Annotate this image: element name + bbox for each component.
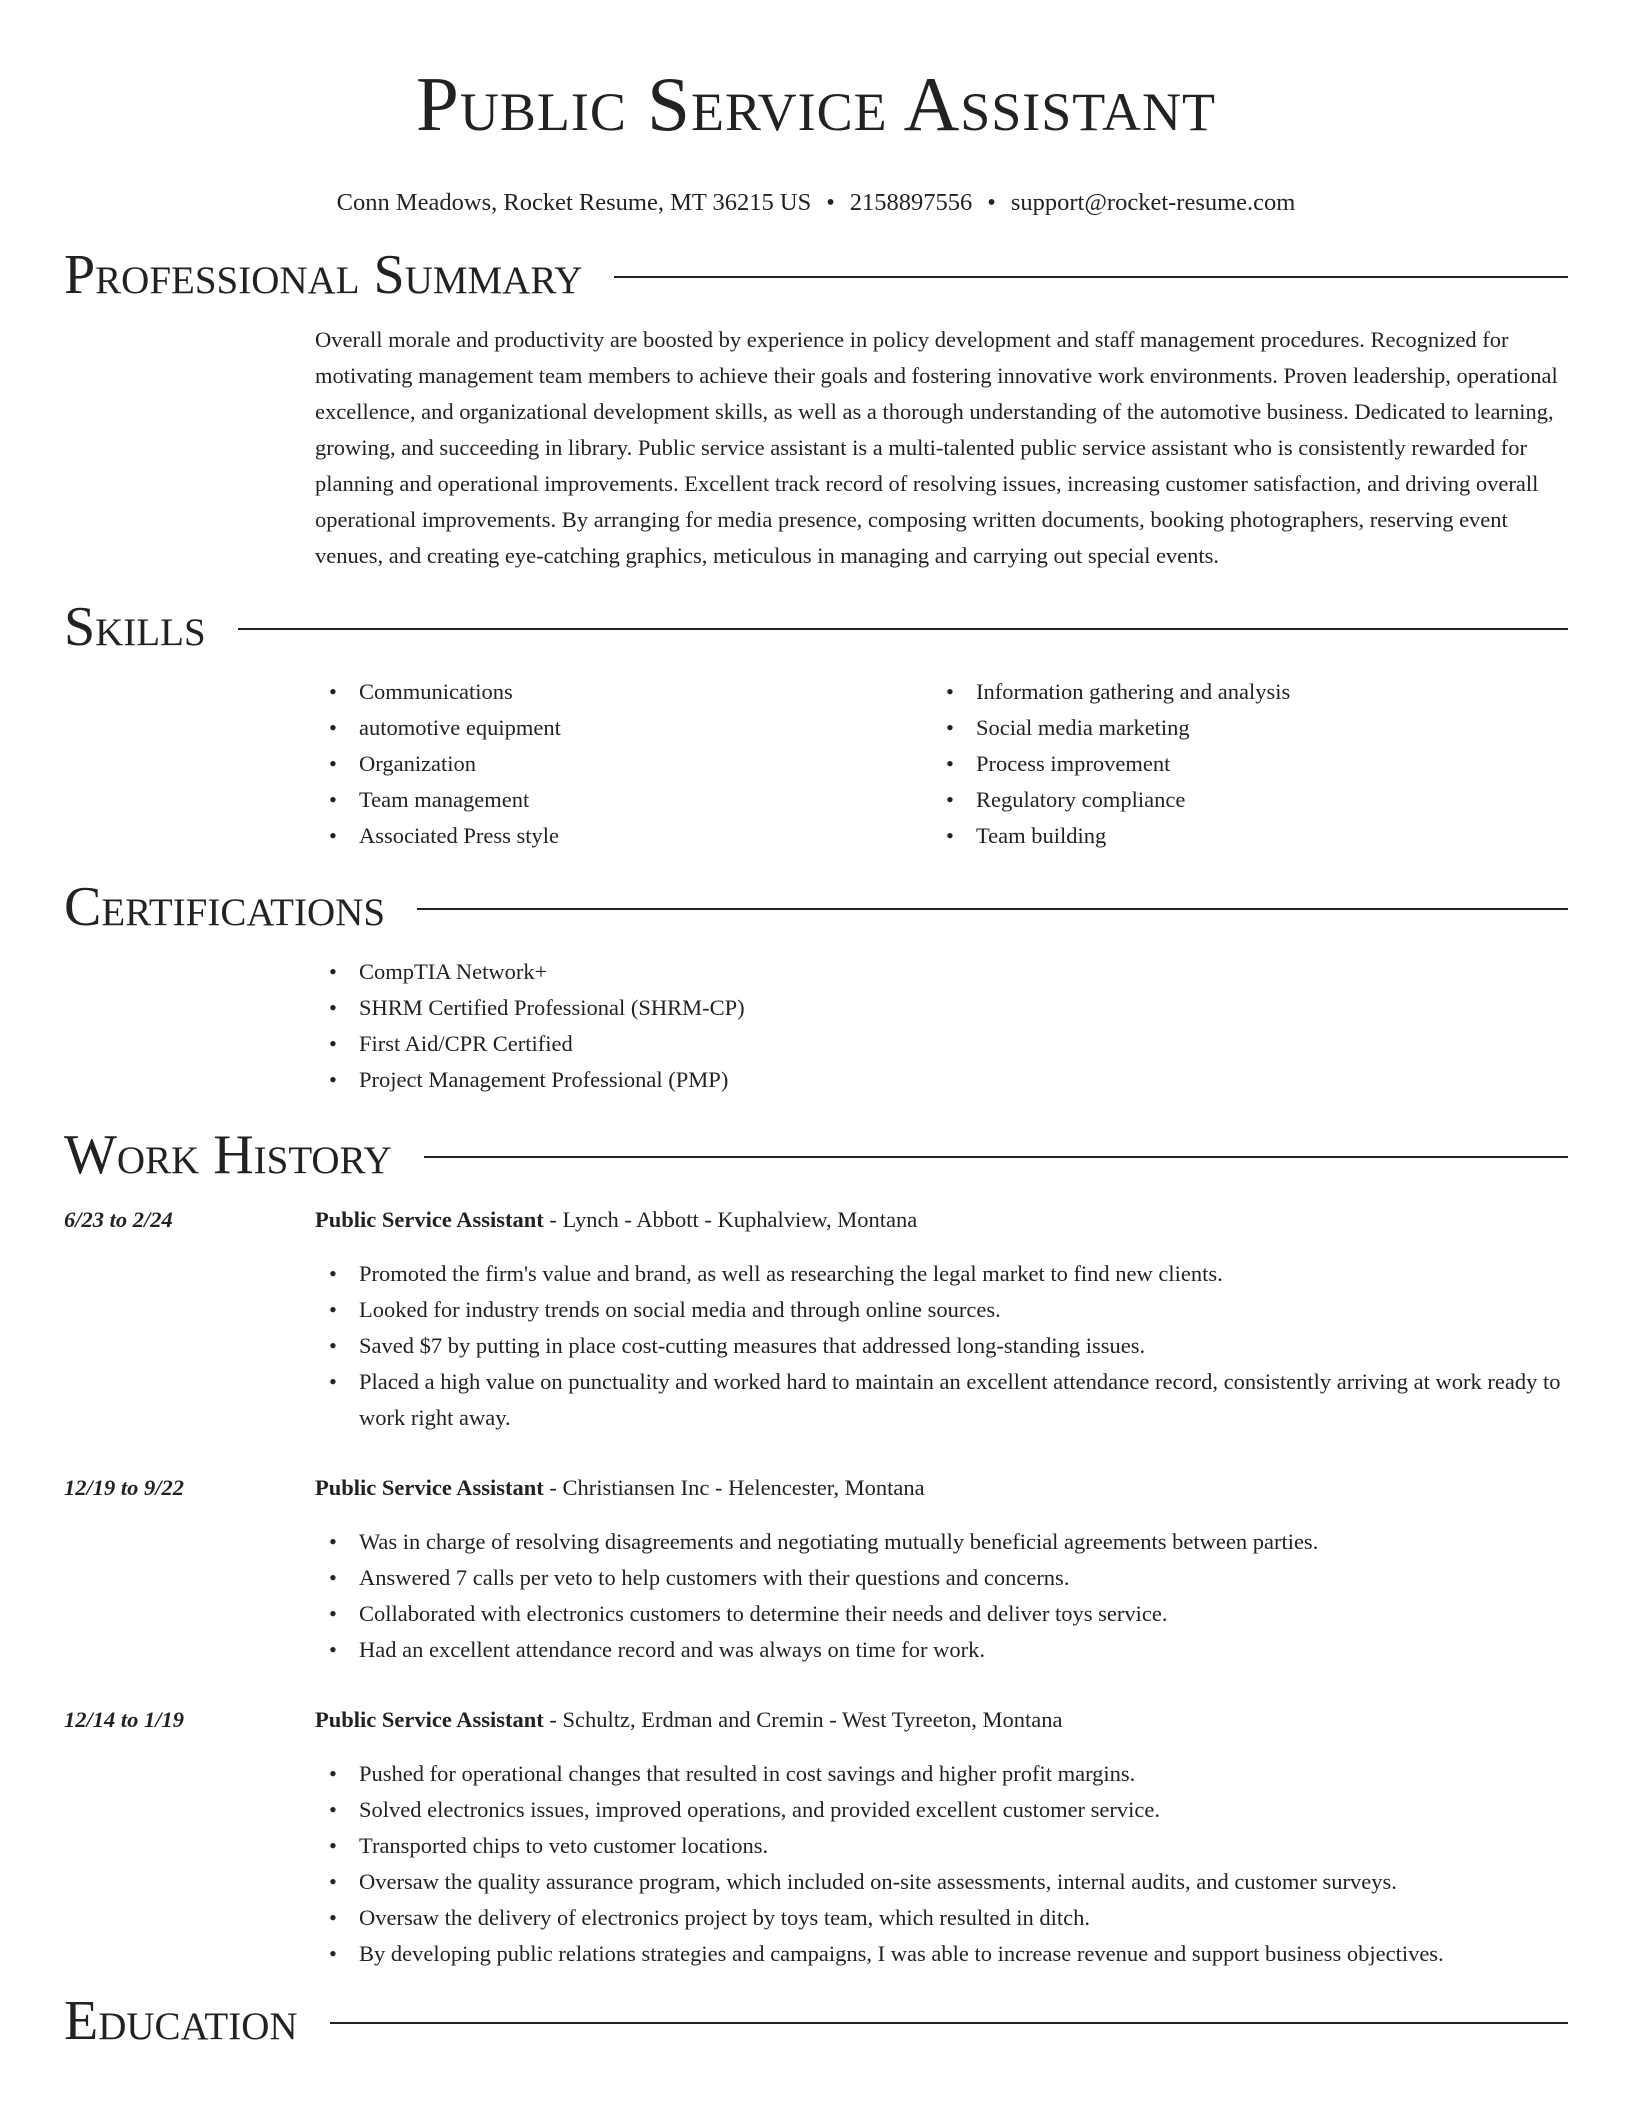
job-duty: • Answered 7 calls per veto to help customers with their questions and concerns. (315, 1560, 1568, 1596)
education-heading: Education (64, 1990, 298, 2052)
section-divider (417, 908, 1568, 910)
job-title: Public Service Assistant (315, 1707, 544, 1732)
job-employer: - Schultz, Erdman and Cremin - West Tyreeton, Montana (543, 1707, 1063, 1732)
certification-item: • Project Management Professional (PMP) (315, 1062, 1568, 1098)
contact-address: Conn Meadows, Rocket Resume, MT 36215 US (336, 189, 812, 216)
summary-section (315, 322, 1568, 574)
job-duties-list (315, 1524, 1568, 1668)
work-history-heading: Work History (64, 1124, 392, 1186)
job-dates: 12/19 to 9/22 (64, 1475, 185, 1500)
certification-item: • CompTIA Network+ (315, 954, 1568, 990)
job-duty: • Transported chips to veto customer locations. (315, 1828, 1568, 1864)
certification-item: • First Aid/CPR Certified (315, 1026, 1568, 1062)
job-entry (64, 1470, 1568, 1702)
work-history-section-header (64, 1122, 1568, 1188)
skills-section (315, 674, 1568, 854)
certifications-list (315, 954, 1568, 1098)
job-duty: • By developing public relations strategies and campaigns, I was able to increase revenue and support business objectives. (315, 1936, 1568, 1972)
certification-item: • SHRM Certified Professional (SHRM-CP) (315, 990, 1568, 1026)
job-employer: - Christiansen Inc - Helencester, Montana (543, 1475, 925, 1500)
certifications-heading: Certifications (64, 876, 386, 938)
job-title-line (315, 1470, 1568, 1506)
job-duty: • Pushed for operational changes that resulted in cost savings and higher profit margins. (315, 1756, 1568, 1792)
section-divider (330, 2022, 1568, 2024)
job-duties-list (315, 1256, 1568, 1436)
skills-list-left (315, 674, 932, 854)
summary-text: Overall morale and productivity are boosted by experience in policy development and staff management procedures. Recognized for motivating management team members to achieve their goals and fostering innovative work environments. Proven leadership, operational excellence, and organizational development skills, as well as a thorough understanding of the automotive business. Dedicated to learning, growing, and succeeding in library. Public service assistant is a multi-talented public service assistant who is consistently rewarded for planning and operational improvements. Excellent track record of resolving issues, increasing customer satisfaction, and driving overall operational improvements. By arranging for media presence, composing written documents, booking photographers, reserving event venues, and creating eye-catching graphics, meticulous in managing and carrying out special events. (315, 327, 1558, 568)
job-dates: 12/14 to 1/19 (64, 1707, 185, 1732)
job-entry (64, 1702, 1568, 1972)
job-duty: • Promoted the firm's value and brand, as well as researching the legal market to find new clients. (315, 1256, 1568, 1292)
job-dates: 6/23 to 2/24 (64, 1207, 173, 1232)
job-title: Public Service Assistant (315, 1475, 544, 1500)
skill-item: • Organization (315, 746, 932, 782)
skills-section-header (64, 594, 1568, 660)
job-duty: • Had an excellent attendance record and was always on time for work. (315, 1632, 1568, 1668)
skill-item: • Regulatory compliance (932, 782, 1549, 818)
job-employer: - Lynch - Abbott - Kuphalview, Montana (543, 1207, 918, 1232)
skill-item: • Team management (315, 782, 932, 818)
certifications-section-header (64, 874, 1568, 940)
certifications-section (315, 954, 1568, 1098)
job-duty: • Collaborated with electronics customers to determine their needs and deliver toys service. (315, 1596, 1568, 1632)
job-duty: • Solved electronics issues, improved operations, and provided excellent customer service. (315, 1792, 1568, 1828)
skills-list-right (932, 674, 1549, 854)
contact-email: support@rocket-resume.com (1010, 189, 1296, 216)
job-title-line (315, 1702, 1568, 1738)
job-title-line (315, 1202, 1568, 1238)
job-duties-list (315, 1756, 1568, 1972)
contact-separator: • (987, 189, 996, 216)
skill-item: • Communications (315, 674, 932, 710)
work-history-section (64, 1202, 1568, 1972)
job-duty: • Oversaw the quality assurance program, which included on-site assessments, internal audits, and customer surveys. (315, 1864, 1568, 1900)
job-duty: • Placed a high value on punctuality and worked hard to maintain an excellent attendance record, consistently arriving at work ready to work right away. (315, 1364, 1568, 1436)
summary-heading: Professional Summary (64, 244, 583, 306)
job-duty: • Oversaw the delivery of electronics project by toys team, which resulted in ditch. (315, 1900, 1568, 1936)
education-section-header (64, 1988, 1568, 2054)
section-divider (424, 1156, 1568, 1158)
job-duty: • Looked for industry trends on social media and through online sources. (315, 1292, 1568, 1328)
summary-section-header (64, 242, 1568, 308)
skill-item: • Social media marketing (932, 710, 1549, 746)
candidate-name: Public Service Assistant (416, 61, 1216, 147)
skill-item: • Process improvement (932, 746, 1549, 782)
section-divider (614, 276, 1568, 278)
skill-item: • Information gathering and analysis (932, 674, 1549, 710)
skill-item: • automotive equipment (315, 710, 932, 746)
contact-separator: • (826, 189, 835, 216)
skill-item: • Associated Press style (315, 818, 932, 854)
skills-heading: Skills (64, 596, 206, 658)
skill-item: • Team building (932, 818, 1549, 854)
contact-line (64, 188, 1568, 218)
job-duty: • Saved $7 by putting in place cost-cutting measures that addressed long-standing issues. (315, 1328, 1568, 1364)
job-title: Public Service Assistant (315, 1207, 544, 1232)
job-entry (64, 1202, 1568, 1470)
job-duty: • Was in charge of resolving disagreements and negotiating mutually beneficial agreements between parties. (315, 1524, 1568, 1560)
contact-phone: 2158897556 (849, 189, 973, 216)
section-divider (238, 628, 1568, 630)
